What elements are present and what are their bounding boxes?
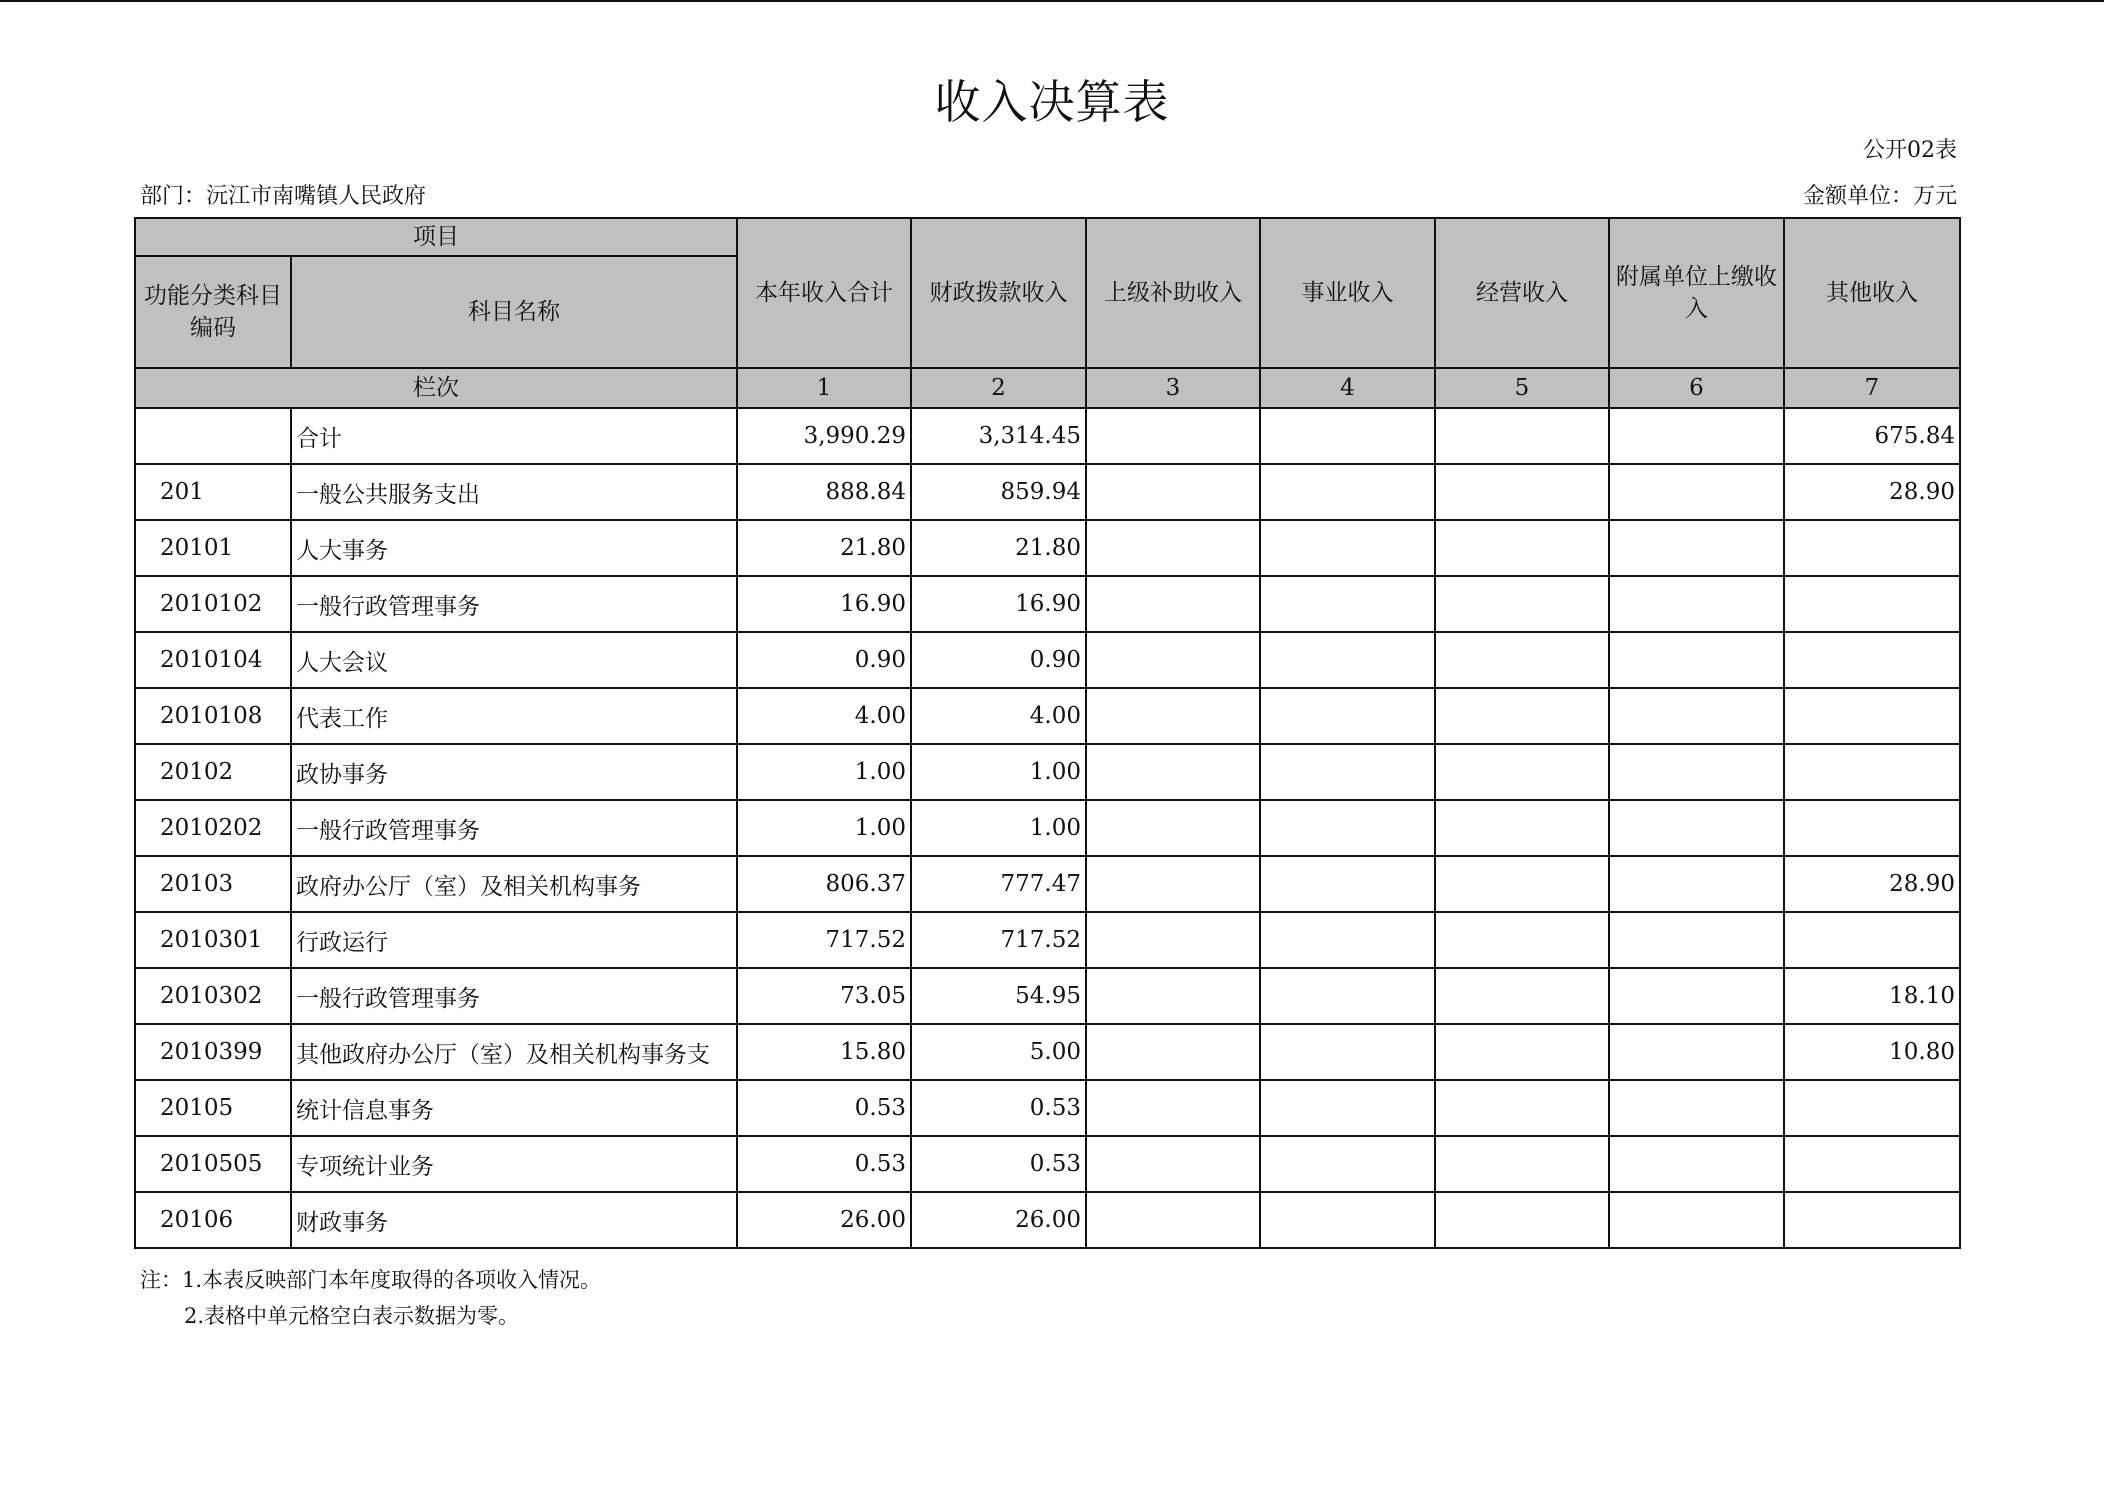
row-other-income-cell <box>1784 632 1960 688</box>
row-total-income-cell: 888.84 <box>737 464 911 520</box>
row-operating-income-cell <box>1435 912 1609 968</box>
page-title: 收入决算表 <box>934 75 1170 129</box>
row-total-income-cell: 4.00 <box>737 688 911 744</box>
row-name-cell: 代表工作 <box>291 688 737 744</box>
row-name-cell: 专项统计业务 <box>291 1136 737 1192</box>
header-col-number: 6 <box>1609 368 1784 408</box>
row-affiliate-remittance-cell <box>1609 520 1784 576</box>
row-fiscal-appropriation-cell: 4.00 <box>911 688 1086 744</box>
amount-unit-label: 金额单位：万元 <box>1802 184 1957 209</box>
row-superior-subsidy-cell <box>1086 1080 1260 1136</box>
row-other-income-cell: 28.90 <box>1784 464 1960 520</box>
row-superior-subsidy-cell <box>1086 576 1260 632</box>
row-affiliate-remittance-cell <box>1609 744 1784 800</box>
row-business-income-cell <box>1260 464 1435 520</box>
row-name-cell: 政府办公厅（室）及相关机构事务 <box>291 856 737 912</box>
row-other-income-cell <box>1784 688 1960 744</box>
header-col-number: 1 <box>737 368 911 408</box>
row-affiliate-remittance-cell <box>1609 464 1784 520</box>
footnote-2: 2.表格中单元格空白表示数据为零。 <box>184 1304 520 1328</box>
row-other-income-cell <box>1784 576 1960 632</box>
row-code-cell: 2010104 <box>135 632 291 688</box>
income-report-table <box>134 217 1961 1249</box>
row-fiscal-appropriation-cell: 16.90 <box>911 576 1086 632</box>
row-total-income-cell: 0.53 <box>737 1080 911 1136</box>
row-code-cell: 20105 <box>135 1080 291 1136</box>
row-superior-subsidy-cell <box>1086 968 1260 1024</box>
row-superior-subsidy-cell <box>1086 744 1260 800</box>
row-total-income-cell: 3,990.29 <box>737 408 911 464</box>
table-row <box>135 1192 1960 1248</box>
row-fiscal-appropriation-cell: 717.52 <box>911 912 1086 968</box>
row-total-income-cell: 21.80 <box>737 520 911 576</box>
row-name-cell: 一般行政管理事务 <box>291 800 737 856</box>
row-fiscal-appropriation-cell: 0.53 <box>911 1136 1086 1192</box>
row-business-income-cell <box>1260 1080 1435 1136</box>
row-total-income-cell: 717.52 <box>737 912 911 968</box>
row-fiscal-appropriation-cell: 26.00 <box>911 1192 1086 1248</box>
row-other-income-cell: 28.90 <box>1784 856 1960 912</box>
row-fiscal-appropriation-cell: 0.90 <box>911 632 1086 688</box>
row-total-income-cell: 1.00 <box>737 744 911 800</box>
row-affiliate-remittance-cell <box>1609 800 1784 856</box>
row-total-income-cell: 15.80 <box>737 1024 911 1080</box>
row-total-income-cell: 0.53 <box>737 1136 911 1192</box>
row-superior-subsidy-cell <box>1086 1192 1260 1248</box>
row-affiliate-remittance-cell <box>1609 632 1784 688</box>
row-name-cell: 统计信息事务 <box>291 1080 737 1136</box>
row-superior-subsidy-cell <box>1086 1136 1260 1192</box>
row-other-income-cell: 10.80 <box>1784 1024 1960 1080</box>
row-affiliate-remittance-cell <box>1609 912 1784 968</box>
row-operating-income-cell <box>1435 464 1609 520</box>
header-col-3: 上级补助收入 <box>1086 218 1260 368</box>
footnotes <box>140 1262 601 1334</box>
row-code-cell: 2010202 <box>135 800 291 856</box>
row-code-cell: 2010399 <box>135 1024 291 1080</box>
row-operating-income-cell <box>1435 1192 1609 1248</box>
table-row <box>135 744 1960 800</box>
row-code-cell: 20101 <box>135 520 291 576</box>
row-code-cell <box>135 408 291 464</box>
header-name-col: 科目名称 <box>291 256 737 368</box>
header-col-5: 经营收入 <box>1435 218 1609 368</box>
row-other-income-cell: 18.10 <box>1784 968 1960 1024</box>
row-fiscal-appropriation-cell: 859.94 <box>911 464 1086 520</box>
header-col-4: 事业收入 <box>1260 218 1435 368</box>
row-business-income-cell <box>1260 912 1435 968</box>
row-superior-subsidy-cell <box>1086 464 1260 520</box>
row-superior-subsidy-cell <box>1086 688 1260 744</box>
row-other-income-cell <box>1784 912 1960 968</box>
row-business-income-cell <box>1260 856 1435 912</box>
table-row <box>135 576 1960 632</box>
row-fiscal-appropriation-cell: 54.95 <box>911 968 1086 1024</box>
header-row-label: 栏次 <box>135 368 737 408</box>
row-business-income-cell <box>1260 1136 1435 1192</box>
row-affiliate-remittance-cell <box>1609 856 1784 912</box>
table-row <box>135 464 1960 520</box>
row-operating-income-cell <box>1435 744 1609 800</box>
row-total-income-cell: 806.37 <box>737 856 911 912</box>
row-name-cell: 合计 <box>291 408 737 464</box>
row-business-income-cell <box>1260 968 1435 1024</box>
row-affiliate-remittance-cell <box>1609 1024 1784 1080</box>
row-other-income-cell <box>1784 1080 1960 1136</box>
row-name-cell: 一般行政管理事务 <box>291 576 737 632</box>
row-code-cell: 2010301 <box>135 912 291 968</box>
row-affiliate-remittance-cell <box>1609 1192 1784 1248</box>
row-name-cell: 其他政府办公厅（室）及相关机构事务支 <box>291 1024 737 1080</box>
header-item-group: 项目 <box>135 218 737 256</box>
row-fiscal-appropriation-cell: 1.00 <box>911 800 1086 856</box>
table-row <box>135 800 1960 856</box>
header-col-7: 其他收入 <box>1784 218 1960 368</box>
row-name-cell: 一般公共服务支出 <box>291 464 737 520</box>
row-business-income-cell <box>1260 688 1435 744</box>
row-business-income-cell <box>1260 1192 1435 1248</box>
row-code-cell: 20102 <box>135 744 291 800</box>
row-affiliate-remittance-cell <box>1609 1080 1784 1136</box>
table-row <box>135 912 1960 968</box>
row-name-cell: 行政运行 <box>291 912 737 968</box>
row-operating-income-cell <box>1435 1024 1609 1080</box>
row-code-cell: 2010302 <box>135 968 291 1024</box>
row-code-cell: 2010108 <box>135 688 291 744</box>
row-total-income-cell: 73.05 <box>737 968 911 1024</box>
header-col-2: 财政拨款收入 <box>911 218 1086 368</box>
header-col-number: 2 <box>911 368 1086 408</box>
row-name-cell: 财政事务 <box>291 1192 737 1248</box>
header-col-1: 本年收入合计 <box>737 218 911 368</box>
row-total-income-cell: 0.90 <box>737 632 911 688</box>
row-fiscal-appropriation-cell: 777.47 <box>911 856 1086 912</box>
header-code-col: 功能分类科目编码 <box>135 256 291 368</box>
row-other-income-cell: 675.84 <box>1784 408 1960 464</box>
header-col-number: 7 <box>1784 368 1960 408</box>
row-operating-income-cell <box>1435 688 1609 744</box>
row-operating-income-cell <box>1435 1080 1609 1136</box>
table-row <box>135 968 1960 1024</box>
row-business-income-cell <box>1260 744 1435 800</box>
row-affiliate-remittance-cell <box>1609 968 1784 1024</box>
row-total-income-cell: 26.00 <box>737 1192 911 1248</box>
row-total-income-cell: 1.00 <box>737 800 911 856</box>
row-superior-subsidy-cell <box>1086 520 1260 576</box>
row-business-income-cell <box>1260 1024 1435 1080</box>
row-total-income-cell: 16.90 <box>737 576 911 632</box>
row-fiscal-appropriation-cell: 5.00 <box>911 1024 1086 1080</box>
row-superior-subsidy-cell <box>1086 856 1260 912</box>
top-border-line <box>0 0 2104 2</box>
row-superior-subsidy-cell <box>1086 912 1260 968</box>
row-name-cell: 人大事务 <box>291 520 737 576</box>
table-row <box>135 1080 1960 1136</box>
row-code-cell: 20103 <box>135 856 291 912</box>
row-fiscal-appropriation-cell: 0.53 <box>911 1080 1086 1136</box>
row-operating-income-cell <box>1435 576 1609 632</box>
department-label: 部门：沅江市南嘴镇人民政府 <box>140 184 427 209</box>
row-code-cell: 2010505 <box>135 1136 291 1192</box>
row-code-cell: 2010102 <box>135 576 291 632</box>
row-superior-subsidy-cell <box>1086 800 1260 856</box>
row-fiscal-appropriation-cell: 21.80 <box>911 520 1086 576</box>
header-col-number: 3 <box>1086 368 1260 408</box>
row-other-income-cell <box>1784 800 1960 856</box>
table-row <box>135 632 1960 688</box>
table-row <box>135 856 1960 912</box>
row-name-cell: 人大会议 <box>291 632 737 688</box>
row-other-income-cell <box>1784 744 1960 800</box>
row-operating-income-cell <box>1435 632 1609 688</box>
row-superior-subsidy-cell <box>1086 1024 1260 1080</box>
row-business-income-cell <box>1260 800 1435 856</box>
row-operating-income-cell <box>1435 1136 1609 1192</box>
row-code-cell: 201 <box>135 464 291 520</box>
footnote-1: 注：1.本表反映部门本年度取得的各项收入情况。 <box>140 1268 602 1292</box>
row-name-cell: 政协事务 <box>291 744 737 800</box>
row-business-income-cell <box>1260 632 1435 688</box>
table-row <box>135 1136 1960 1192</box>
row-operating-income-cell <box>1435 856 1609 912</box>
row-affiliate-remittance-cell <box>1609 1136 1784 1192</box>
row-superior-subsidy-cell <box>1086 632 1260 688</box>
row-code-cell: 20106 <box>135 1192 291 1248</box>
row-fiscal-appropriation-cell: 3,314.45 <box>911 408 1086 464</box>
header-col-number: 5 <box>1435 368 1609 408</box>
row-operating-income-cell <box>1435 520 1609 576</box>
row-name-cell: 一般行政管理事务 <box>291 968 737 1024</box>
row-business-income-cell <box>1260 408 1435 464</box>
table-row <box>135 408 1960 464</box>
row-business-income-cell <box>1260 520 1435 576</box>
form-number: 公开02表 <box>1863 138 1957 163</box>
row-operating-income-cell <box>1435 800 1609 856</box>
row-other-income-cell <box>1784 520 1960 576</box>
row-operating-income-cell <box>1435 968 1609 1024</box>
table-row <box>135 1024 1960 1080</box>
table-row <box>135 520 1960 576</box>
table-row <box>135 688 1960 744</box>
row-affiliate-remittance-cell <box>1609 576 1784 632</box>
row-affiliate-remittance-cell <box>1609 408 1784 464</box>
row-other-income-cell <box>1784 1192 1960 1248</box>
header-col-6: 附属单位上缴收入 <box>1609 218 1784 368</box>
header-col-number: 4 <box>1260 368 1435 408</box>
row-other-income-cell <box>1784 1136 1960 1192</box>
row-operating-income-cell <box>1435 408 1609 464</box>
row-business-income-cell <box>1260 576 1435 632</box>
row-fiscal-appropriation-cell: 1.00 <box>911 744 1086 800</box>
row-superior-subsidy-cell <box>1086 408 1260 464</box>
row-affiliate-remittance-cell <box>1609 688 1784 744</box>
